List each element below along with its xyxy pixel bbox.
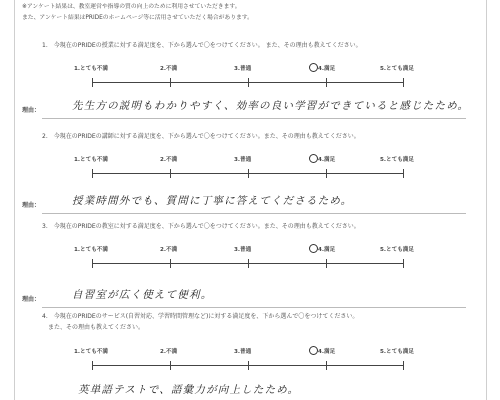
selected-circle-mark [309,154,318,163]
selected-circle-mark [309,346,318,355]
note-line: また、アンケート結果はPRIDEのホームページ等に活用させていただく場合があります。 [22,15,253,21]
question-1 [0,40,500,130]
scale-tick [403,361,404,370]
option-5-label: 5.とても満足 [380,66,414,72]
scale-tick [170,169,171,178]
option-3-label: 3.普通 [234,157,252,163]
scale-tick [92,78,93,87]
survey-notes [22,2,253,24]
scale-tick [403,259,404,268]
option-1-label: 1.とても不満 [74,349,108,355]
reason-underline [42,307,466,308]
scale-tick [403,78,404,87]
scale-tick [326,169,327,178]
scale-tick [248,259,249,268]
scale-labels [0,64,500,74]
question-4 [0,311,500,400]
reason-handwritten: 自習室が広く使えて便利。 [72,289,213,301]
scale-tick [403,169,404,178]
question-3 [0,221,500,311]
note-line: ※アンケート結果は、教室運営や指導の質の向上のために利用させていただきます。 [22,4,241,10]
scale-tick [326,259,327,268]
scale-tick [326,361,327,370]
satisfaction-scale[interactable] [92,259,404,268]
option-3-label: 3.普通 [234,247,252,253]
question-3-text: 3. 今現在のPRIDEの教室に対する満足度を、下から選んで〇をつけてください。また、その理由も教えてください。 [42,223,360,230]
option-1-label: 1.とても不満 [74,157,108,163]
scale-labels [0,155,500,165]
scale-labels [0,245,500,255]
scale-tick [170,361,171,370]
scale-tick [92,361,93,370]
scale-tick [92,259,93,268]
option-2-label: 2.不満 [160,66,178,72]
scale-tick [170,259,171,268]
satisfaction-scale[interactable] [92,169,404,178]
satisfaction-scale[interactable] [92,78,404,87]
option-4-label: 4.満足 [318,349,336,355]
reason-handwritten: 授業時間外でも、質問に丁寧に答えてくださるため。 [72,195,353,207]
scale-tick [326,78,327,87]
option-1-label: 1.とても不満 [74,66,108,72]
reason-label: 理由： [22,107,41,114]
option-3-label: 3.普通 [234,66,252,72]
scale-labels [0,347,500,357]
option-5-label: 5.とても満足 [380,247,414,253]
option-3-label: 3.普通 [234,349,252,355]
option-5-label: 5.とても満足 [380,349,414,355]
scale-tick [92,169,93,178]
scale-tick [248,361,249,370]
selected-circle-mark [309,63,318,72]
option-2-label: 2.不満 [160,349,178,355]
reason-underline [42,118,466,119]
option-5-label: 5.とても満足 [380,157,414,163]
reason-handwritten: 先生方の説明もわかりやすく、効率の良い学習ができていると感じたため。 [72,100,470,112]
option-2-label: 2.不満 [160,247,178,253]
option-1-label: 1.とても不満 [74,247,108,253]
satisfaction-scale[interactable] [92,361,404,370]
question-1-text: 1. 今現在のPRIDEの授業に対する満足度を、下から選んで〇をつけてください。 また、その理由も教えてください。 [42,42,362,49]
option-4-label: 4.満足 [318,66,336,72]
scale-tick [170,78,171,87]
question-4-text: また、その理由も教えてください。 [48,324,145,331]
reason-label: 理由： [22,202,41,209]
question-2-text: 2. 今現在のPRIDEの講師に対する満足度を、下から選んで〇をつけてください。また、その理由も教えてください。 [42,133,360,140]
reason-underline [42,213,466,214]
option-2-label: 2.不満 [160,157,178,163]
option-4-label: 4.満足 [318,247,336,253]
scale-tick [248,169,249,178]
question-4-text: 4. 今現在のPRIDEのサービス(自習対応、学習時間管理など)に対する満足度を、下から選んで〇をつけてください。 [42,313,359,320]
selected-circle-mark [309,244,318,253]
reason-label: 理由： [22,296,41,303]
option-4-label: 4.満足 [318,157,336,163]
scale-tick [248,78,249,87]
reason-handwritten: 英単語テストで、語彙力が向上したため。 [78,384,300,396]
question-2 [0,131,500,221]
